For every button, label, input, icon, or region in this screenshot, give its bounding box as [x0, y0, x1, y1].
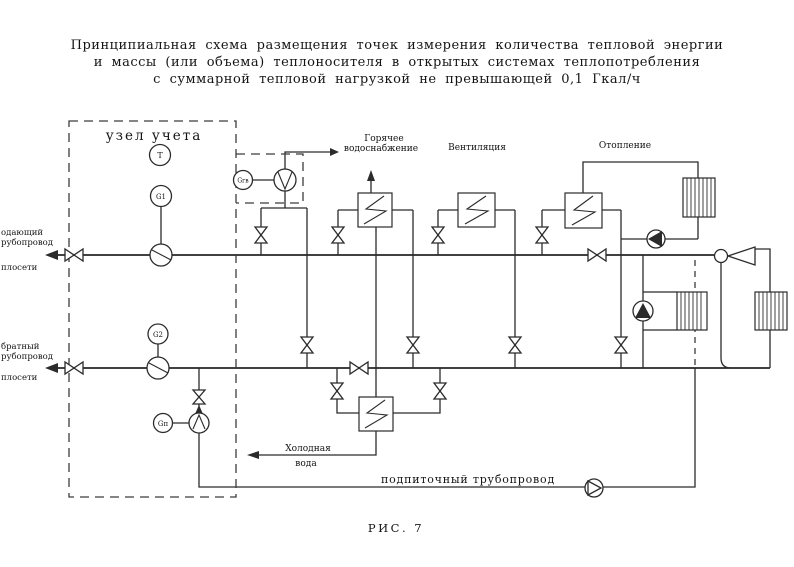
svg-text:плосети: плосети: [1, 373, 38, 383]
heat-exchanger-dhw: [358, 193, 392, 227]
flow-sensor-ggv: [234, 171, 253, 190]
hot-water-arrow: [330, 148, 339, 156]
supply-main-pipe: [45, 250, 714, 260]
radiator-3: [755, 292, 787, 330]
valve-heating-return: [615, 337, 627, 353]
radiator-1: [683, 178, 715, 217]
cold-water-label-line1: Холодная: [285, 444, 331, 454]
valve-ventilation-supply: [432, 227, 444, 243]
hot-water-label-line1: Горячее: [364, 134, 404, 144]
flow-sensor-g1: [151, 186, 172, 207]
cold-water-arrow: [247, 451, 259, 459]
flow-sensor-gp-label: Gп: [157, 420, 169, 428]
supply-inlet-arrow: [45, 250, 58, 260]
heat-exchanger-makeup: [359, 397, 393, 431]
supply-pipe-label: [1, 228, 53, 273]
heat-exchanger-heating: [565, 193, 602, 228]
valve-dhw-heater-supply: [332, 227, 344, 243]
title-line-3: с суммарной тепловой нагрузкой не превышающей 0,1 Гкал/ч: [153, 72, 641, 87]
flow-meter-supply: [150, 244, 172, 266]
valve-dhw-return: [301, 337, 313, 353]
valve-supply-line: [588, 249, 606, 261]
svg-text:братный: братный: [1, 342, 40, 352]
elevator: [715, 247, 756, 265]
flow-sensor-g2: [148, 324, 168, 344]
flow-meter-return: [147, 357, 169, 379]
ventilation-heater-pipes: [438, 210, 515, 368]
valve-supply-inlet: [65, 249, 83, 261]
metering-unit-box: [69, 121, 236, 497]
heat-exchanger-ventilation: [458, 193, 495, 227]
flow-meter-hot-water: [274, 169, 296, 191]
valve-dhw-branch: [255, 227, 267, 243]
pump-direct-heating: [633, 301, 653, 321]
svg-text:плосети: плосети: [1, 263, 38, 273]
valve-return-line: [350, 362, 368, 374]
makeup-pipe-label: подпиточный трубопровод: [380, 473, 556, 486]
flow-meter-makeup: [189, 413, 209, 433]
title-line-1: Принципиальная схема размещения точек измерения количества тепловой энергии: [70, 38, 724, 53]
heating-label: Отопление: [598, 141, 652, 151]
ventilation-label: Вентиляция: [448, 143, 506, 153]
radiator-2: [677, 292, 707, 330]
temperature-sensor-label: T: [157, 151, 163, 160]
pump-makeup: [585, 479, 603, 497]
valve-heating-supply: [536, 227, 548, 243]
flow-sensor-g2-label: G2: [152, 331, 164, 339]
svg-text:рубопровод: рубопровод: [1, 352, 54, 362]
title-line-2: и массы (или объема) теплоносителя в открытых системах теплопотребления: [93, 55, 701, 70]
flow-sensor-gp: [154, 414, 173, 433]
hot-water-label-line2: водоснабжение: [343, 144, 419, 154]
pump-heating-circuit: [647, 230, 665, 248]
return-inlet-arrow: [45, 363, 58, 373]
valve-return-inlet: [65, 362, 83, 374]
return-pipe-label: [1, 341, 53, 383]
valve-dhw-heater-return: [407, 337, 419, 353]
valve-makeup-heater-left: [331, 383, 343, 399]
valve-ventilation-return: [509, 337, 521, 353]
valve-makeup-branch: [193, 390, 205, 404]
metering-unit-label: узел учета: [105, 128, 203, 144]
figure-caption: РИС. 7: [367, 521, 425, 535]
cold-water-label-line2: вода: [295, 459, 317, 469]
flow-sensor-g1-label: G1: [155, 193, 167, 201]
svg-text:рубопровод: рубопровод: [1, 238, 54, 248]
temperature-sensor: [150, 145, 171, 166]
dhw-vent-arrow: [367, 170, 375, 181]
flow-sensor-ggv-label: Gгв: [237, 177, 249, 185]
svg-text:одающий: одающий: [1, 228, 44, 238]
valve-makeup-heater-right: [434, 383, 446, 399]
